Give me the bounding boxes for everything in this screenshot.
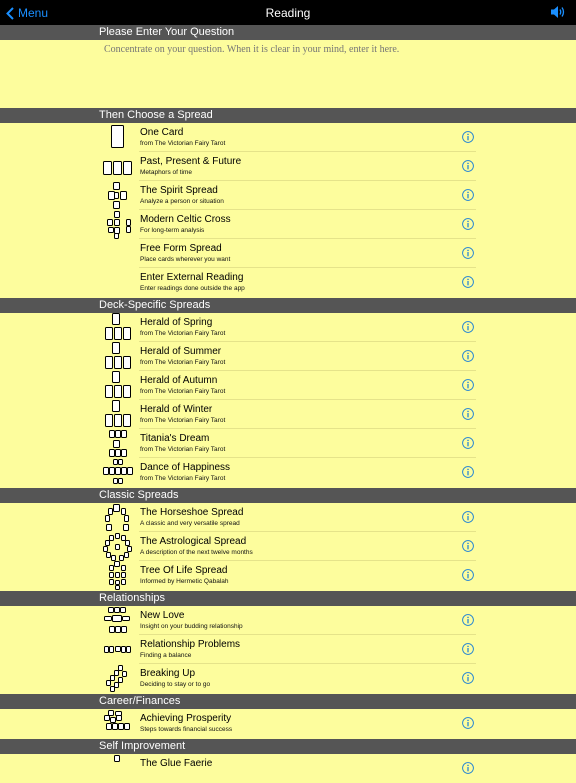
- card-outline: [115, 228, 120, 234]
- card-outline: [111, 676, 115, 681]
- speaker-icon[interactable]: [550, 5, 566, 19]
- card-outline: [116, 534, 120, 539]
- spread-title: Free Form Spread: [140, 243, 222, 254]
- card-outline: [122, 647, 126, 653]
- card-outline: [119, 666, 123, 671]
- card-outline: [111, 687, 115, 692]
- spread-subtitle: from The Victorian Fairy Tarot: [140, 388, 226, 395]
- card-outline: [122, 431, 127, 438]
- spread-row-external-reading[interactable]: [0, 268, 576, 297]
- card-outline: [115, 671, 119, 676]
- card-outline: [106, 328, 113, 340]
- spread-title: New Love: [140, 610, 185, 621]
- spread-subtitle: Analyze a person or situation: [140, 198, 224, 205]
- spread-row-tree-of-life[interactable]: [0, 561, 576, 590]
- card-outline: [109, 509, 113, 515]
- info-icon[interactable]: [462, 189, 474, 201]
- spread-row-breaking-up[interactable]: [0, 664, 576, 693]
- spread-subtitle: Enter readings done outside the app: [140, 285, 245, 292]
- card-outline: [124, 525, 129, 531]
- card-outline: [106, 386, 113, 398]
- card-outline: [112, 556, 116, 561]
- card-outline: [106, 541, 110, 546]
- info-icon[interactable]: [462, 717, 474, 729]
- spread-subtitle: Insight on your budding relationship: [140, 623, 243, 630]
- card-outline: [122, 580, 126, 585]
- card-outline: [124, 162, 132, 175]
- section-header: Self Improvement: [0, 739, 576, 754]
- card-outline: [105, 647, 109, 653]
- card-outline: [107, 525, 112, 531]
- card-outline: [116, 581, 120, 585]
- card-outline: [113, 314, 120, 325]
- spread-subtitle: A classic and very versatile spread: [140, 520, 240, 527]
- card-outline: [122, 450, 127, 457]
- spread-row-modern-celtic-cross[interactable]: [0, 210, 576, 239]
- spread-subtitle: from The Victorian Fairy Tarot: [140, 330, 226, 337]
- card-outline: [122, 468, 127, 475]
- tree-of-life-layout-icon: [100, 561, 134, 590]
- card-outline: [116, 573, 120, 578]
- spread-title: Herald of Winter: [140, 404, 213, 415]
- card-outline: [127, 220, 131, 226]
- card-outline: [110, 580, 114, 585]
- card-outline: [110, 468, 115, 475]
- card-outline: [115, 212, 120, 218]
- card-outline: [113, 616, 122, 622]
- herald-layout-icon: [100, 313, 134, 342]
- spread-row-titanias-dream[interactable]: [0, 429, 576, 458]
- page-title: Reading: [265, 6, 311, 20]
- card-outline: [116, 647, 121, 652]
- spread-title: Achieving Prosperity: [140, 713, 232, 724]
- card-outline: [104, 547, 108, 552]
- card-outline: [107, 553, 111, 558]
- titania-layout-icon: [100, 429, 134, 458]
- spread-subtitle: Deciding to stay or to go: [140, 681, 211, 688]
- card-outline: [122, 573, 126, 578]
- card-outline: [121, 608, 126, 613]
- card-outline: [105, 716, 110, 721]
- card-outline: [116, 586, 120, 590]
- card-outline: [110, 627, 115, 633]
- section-header: Career/Finances: [0, 694, 576, 709]
- section-header: Relationships: [0, 591, 576, 606]
- card-outline: [106, 415, 113, 427]
- card-outline: [122, 566, 126, 571]
- card-outline: [120, 556, 124, 561]
- card-outline: [125, 553, 129, 558]
- spread-title: The Spirit Spread: [140, 185, 218, 196]
- spread-subtitle: A description of the next twelve months: [140, 549, 253, 556]
- card-outline: [116, 712, 122, 716]
- spread-subtitle: from The Victorian Fairy Tarot: [140, 475, 226, 482]
- spread-row-herald-summer[interactable]: [0, 342, 576, 371]
- card-outline: [125, 724, 130, 730]
- spread-row-new-love[interactable]: [0, 606, 576, 635]
- spread-row-spirit-spread[interactable]: [0, 181, 576, 210]
- spread-subtitle: For long-term analysis: [140, 227, 205, 234]
- card-outline: [107, 724, 112, 730]
- spread-title: Modern Celtic Cross: [140, 214, 231, 225]
- three-card-layout-icon: [100, 152, 134, 181]
- spread-subtitle: Place cards wherever you want: [140, 256, 231, 263]
- card-outline: [115, 234, 119, 239]
- card-outline: [115, 328, 122, 340]
- spread-title: Dance of Happiness: [140, 462, 231, 473]
- card-outline: [122, 627, 127, 633]
- spread-row-herald-winter[interactable]: [0, 400, 576, 429]
- card-outline: [104, 162, 112, 175]
- card-outline: [113, 724, 118, 730]
- info-icon[interactable]: [462, 160, 474, 172]
- prosperity-layout-icon: [100, 709, 134, 738]
- cross-layout-icon: [100, 181, 134, 210]
- card-outline: [117, 716, 122, 721]
- spread-title: Relationship Problems: [140, 639, 241, 650]
- spread-title: The Astrological Spread: [140, 536, 247, 547]
- celtic-cross-layout-icon: [100, 210, 134, 239]
- herald-layout-icon: [100, 400, 134, 429]
- card-outline: [106, 516, 110, 522]
- card-outline: [122, 509, 126, 515]
- section-header: Deck-Specific Spreads: [0, 298, 576, 313]
- info-icon[interactable]: [462, 643, 474, 655]
- spread-row-horseshoe[interactable]: [0, 503, 576, 532]
- spread-subtitle: Informed by Hermetic Qabalah: [140, 578, 229, 585]
- spread-title: Herald of Autumn: [140, 375, 218, 386]
- card-outline: [110, 647, 114, 653]
- spread-subtitle: Finding a balance: [140, 652, 192, 659]
- spread-title: Herald of Spring: [140, 317, 213, 328]
- spread-row-past-present-future[interactable]: [0, 152, 576, 181]
- card-outline: [114, 202, 120, 209]
- spread-subtitle: Metaphors of time: [140, 169, 193, 176]
- new-love-layout-icon: [100, 606, 134, 635]
- spread-title: Herald of Summer: [140, 346, 222, 357]
- spread-title: Tree Of Life Spread: [140, 565, 228, 576]
- card-outline: [114, 162, 122, 175]
- card-outline: [119, 678, 123, 683]
- card-outline: [116, 545, 120, 550]
- card-outline: [125, 516, 129, 522]
- spread-subtitle: from The Victorian Fairy Tarot: [140, 446, 226, 453]
- spread-row-free-form[interactable]: [0, 239, 576, 268]
- spread-title: Breaking Up: [140, 668, 196, 679]
- card-outline: [127, 647, 131, 653]
- info-icon[interactable]: [462, 218, 474, 230]
- card-outline: [115, 415, 122, 427]
- card-outline: [121, 192, 127, 200]
- question-section-header: Please Enter Your Question: [0, 25, 576, 40]
- card-outline: [116, 468, 121, 475]
- card-outline: [114, 479, 118, 484]
- card-outline: [109, 192, 115, 200]
- card-outline: [113, 343, 120, 354]
- card-outline: [104, 468, 109, 475]
- info-icon[interactable]: [462, 540, 474, 552]
- card-outline: [113, 372, 120, 383]
- card-outline: [109, 608, 114, 613]
- card-outline: [115, 357, 122, 369]
- card-outline: [115, 220, 120, 226]
- card-outline: [114, 460, 118, 465]
- info-icon[interactable]: [462, 321, 474, 333]
- info-icon[interactable]: [462, 762, 474, 774]
- spread-row-dance-happiness[interactable]: [0, 458, 576, 487]
- card-outline: [126, 541, 130, 546]
- spread-title: One Card: [140, 127, 184, 138]
- spread-subtitle: from The Victorian Fairy Tarot: [140, 140, 226, 147]
- info-icon[interactable]: [462, 511, 474, 523]
- spread-row-achieving-prosperity[interactable]: [0, 709, 576, 738]
- dance-layout-icon: [100, 458, 134, 487]
- card-outline: [105, 617, 112, 621]
- card-outline: [110, 573, 114, 578]
- spread-title: Past, Present & Future: [140, 156, 242, 167]
- card-outline: [107, 681, 111, 686]
- spread-title: Enter External Reading: [140, 272, 244, 283]
- glue-faerie-layout-icon: [100, 754, 134, 783]
- card-outline: [111, 718, 116, 723]
- spread-title: The Glue Faerie: [140, 758, 213, 769]
- spread-title: The Horseshoe Spread: [140, 507, 244, 518]
- card-outline: [110, 536, 114, 541]
- card-outline: [119, 479, 123, 484]
- card-outline: [114, 183, 120, 190]
- card-outline: [106, 357, 113, 369]
- menu-back-label: Menu: [18, 6, 49, 20]
- card-outline: [116, 431, 121, 438]
- info-icon[interactable]: [462, 569, 474, 581]
- card-outline: [110, 431, 115, 438]
- spread-subtitle: from The Victorian Fairy Tarot: [140, 417, 226, 424]
- card-outline: [109, 711, 114, 716]
- card-outline: [110, 566, 114, 571]
- info-icon[interactable]: [462, 672, 474, 684]
- breaking-up-layout-icon: [100, 664, 134, 693]
- card-outline: [124, 357, 131, 369]
- info-icon[interactable]: [462, 131, 474, 143]
- info-icon[interactable]: [462, 408, 474, 420]
- card-outline: [128, 547, 132, 552]
- card-outline: [124, 386, 131, 398]
- spread-row-herald-spring[interactable]: [0, 313, 576, 342]
- spread-title: Titania's Dream: [140, 433, 210, 444]
- info-icon[interactable]: [462, 379, 474, 391]
- card-outline: [116, 450, 121, 457]
- card-outline: [122, 536, 126, 541]
- card-outline: [128, 468, 133, 475]
- card-outline: [113, 401, 120, 412]
- card-outline: [123, 672, 127, 677]
- card-outline: [127, 227, 131, 233]
- one-card-layout-icon: [100, 123, 134, 152]
- spread-row-relationship-problems[interactable]: [0, 635, 576, 664]
- card-outline: [115, 756, 120, 762]
- card-outline: [115, 683, 119, 688]
- astrological-layout-icon: [100, 532, 134, 561]
- info-icon[interactable]: [462, 614, 474, 626]
- info-icon[interactable]: [462, 276, 474, 288]
- card-outline: [116, 627, 121, 633]
- card-outline: [115, 562, 120, 567]
- card-outline: [108, 220, 113, 226]
- card-outline: [124, 415, 131, 427]
- problems-layout-icon: [100, 635, 134, 664]
- card-outline: [124, 328, 131, 340]
- section-header: Then Choose a Spread: [0, 108, 576, 123]
- info-icon[interactable]: [462, 437, 474, 449]
- info-icon[interactable]: [462, 247, 474, 259]
- card-outline: [112, 126, 124, 148]
- horseshoe-layout-icon: [100, 503, 134, 532]
- card-outline: [115, 193, 119, 199]
- spread-subtitle: Steps towards financial success: [140, 726, 233, 733]
- card-outline: [114, 441, 120, 448]
- spread-row-one-card[interactable]: [0, 123, 576, 152]
- card-outline: [115, 386, 122, 398]
- spread-row-glue-faerie[interactable]: [0, 754, 576, 783]
- spread-row-herald-autumn[interactable]: [0, 371, 576, 400]
- spread-subtitle: from The Victorian Fairy Tarot: [140, 359, 226, 366]
- card-outline: [115, 608, 120, 613]
- card-outline: [114, 505, 120, 512]
- card-outline: [119, 460, 123, 465]
- section-header: Classic Spreads: [0, 488, 576, 503]
- card-outline: [109, 228, 114, 233]
- navigation-bar: [0, 0, 576, 25]
- herald-layout-icon: [100, 371, 134, 400]
- info-icon[interactable]: [462, 350, 474, 362]
- spread-row-astrological[interactable]: [0, 532, 576, 561]
- herald-layout-icon: [100, 342, 134, 371]
- info-icon[interactable]: [462, 466, 474, 478]
- question-input[interactable]: [100, 40, 520, 100]
- card-outline: [119, 724, 124, 730]
- card-outline: [123, 617, 130, 621]
- card-outline: [110, 450, 115, 457]
